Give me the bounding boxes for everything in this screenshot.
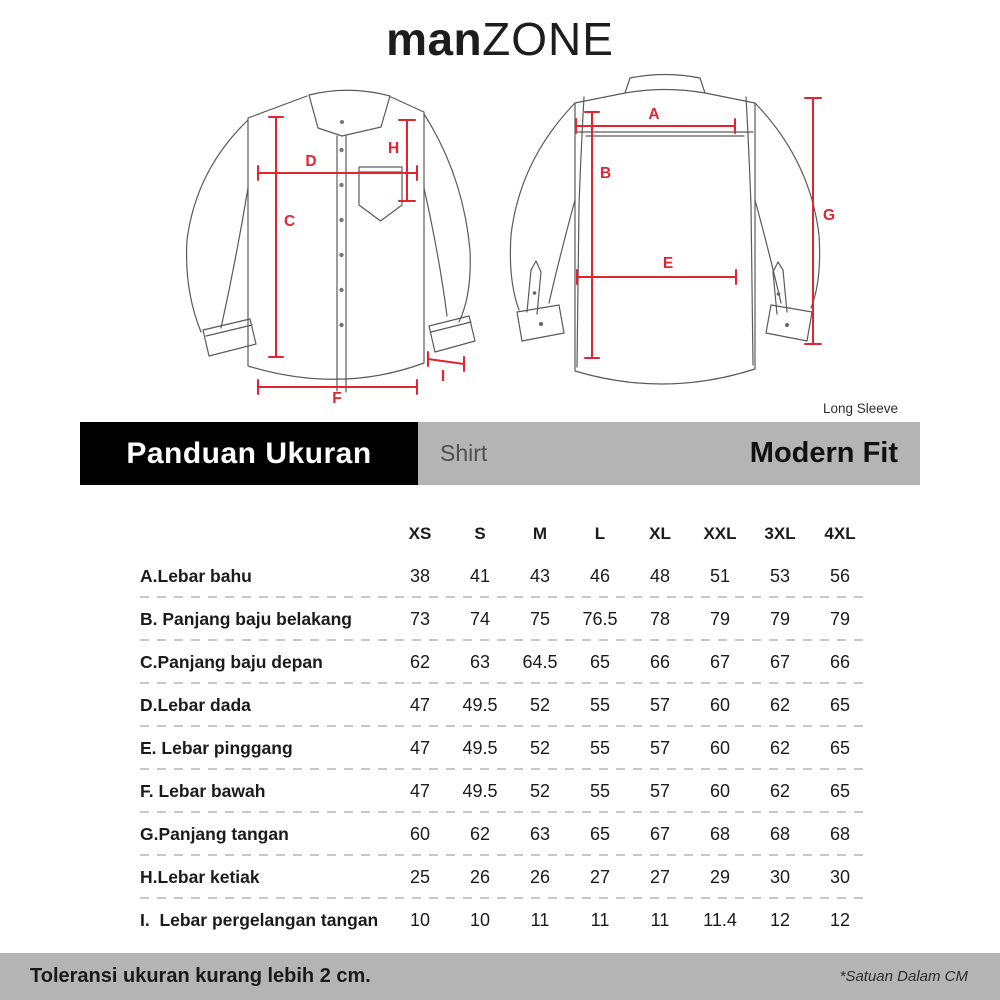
size-value: 46 [589, 566, 611, 586]
shirt-measurement-diagram [0, 0, 1000, 422]
table-row [140, 641, 870, 684]
size-value: 52 [529, 781, 551, 801]
measurement-label: G.Panjang tangan [140, 824, 289, 844]
size-value: 62 [769, 781, 791, 801]
size-value: 65 [829, 695, 851, 715]
size-value: 64.5 [522, 652, 558, 672]
back-shirt-outline [510, 75, 819, 385]
fit-label: Modern Fit [749, 437, 898, 469]
size-value: 12 [769, 910, 791, 930]
size-value: 11.4 [703, 910, 737, 930]
measurement-label: H.Lebar ketiak [140, 867, 260, 887]
measurement-label: F. Lebar bawah [140, 781, 266, 801]
measurement-label: I. Lebar pergelangan tangan [140, 910, 379, 930]
product-type-label: Shirt [440, 440, 488, 466]
size-value: 30 [769, 867, 791, 887]
measure-label-a: A [648, 106, 660, 123]
size-value: 62 [409, 652, 431, 672]
size-value: 65 [589, 824, 611, 844]
table-row [140, 770, 870, 813]
tolerance-note: Toleransi ukuran kurang lebih 2 cm. [30, 965, 371, 987]
title-bar-right [418, 422, 920, 485]
size-value: 55 [589, 781, 611, 801]
size-value: 67 [769, 652, 791, 672]
size-value: 10 [409, 910, 431, 930]
measurement-label: A.Lebar bahu [140, 566, 252, 586]
size-value: 53 [769, 566, 791, 586]
size-value: 49.5 [462, 781, 498, 801]
size-value: 55 [589, 695, 611, 715]
size-value: 55 [589, 738, 611, 758]
brand-logo-bold: man [386, 13, 483, 65]
size-value: 26 [529, 867, 551, 887]
brand-logo-light: ZONE [482, 13, 614, 65]
size-value: 27 [649, 867, 671, 887]
footer-bar [0, 953, 1000, 1000]
size-header-cell: S [474, 524, 486, 543]
size-header-cell: XXL [703, 524, 737, 543]
size-value: 73 [409, 609, 431, 629]
table-row [140, 684, 870, 727]
size-value: 52 [529, 738, 551, 758]
measurement-label: C.Panjang baju depan [140, 652, 323, 672]
size-value: 12 [829, 910, 851, 930]
size-value: 51 [709, 566, 731, 586]
measurement-lines [258, 98, 821, 394]
size-value: 47 [409, 738, 431, 758]
size-value: 47 [409, 695, 431, 715]
measure-label-g: G [823, 207, 836, 224]
unit-note: *Satuan Dalam CM [839, 968, 968, 985]
size-value: 25 [409, 867, 431, 887]
size-header-cell: XL [649, 524, 671, 543]
table-row [140, 598, 870, 641]
size-value: 11 [530, 910, 550, 930]
size-value: 79 [829, 609, 851, 629]
size-value: 10 [469, 910, 491, 930]
measurement-label: D.Lebar dada [140, 695, 251, 715]
size-value: 47 [409, 781, 431, 801]
size-value: 62 [769, 695, 791, 715]
size-value: 43 [529, 566, 551, 586]
size-table [140, 513, 870, 942]
measure-label-i: I [440, 368, 446, 385]
size-value: 65 [829, 781, 851, 801]
front-shirt-outline [187, 90, 475, 392]
size-value: 65 [589, 652, 611, 672]
table-row [140, 899, 870, 942]
measure-label-f: F [332, 390, 342, 407]
size-value: 57 [649, 695, 671, 715]
size-value: 52 [529, 695, 551, 715]
size-header-row [140, 513, 870, 555]
size-value: 65 [829, 738, 851, 758]
size-value: 63 [469, 652, 491, 672]
size-value: 68 [829, 824, 851, 844]
size-header-cell: XS [408, 524, 432, 543]
size-value: 48 [649, 566, 671, 586]
size-value: 62 [769, 738, 791, 758]
size-value: 66 [649, 652, 671, 672]
size-value: 68 [709, 824, 731, 844]
size-header-cell: M [532, 524, 548, 543]
size-value: 29 [709, 867, 731, 887]
table-row [140, 727, 870, 770]
size-value: 11 [650, 910, 670, 930]
size-value: 66 [829, 652, 851, 672]
size-table-body [140, 555, 870, 942]
table-row [140, 813, 870, 856]
size-value: 30 [829, 867, 851, 887]
size-value: 49.5 [462, 738, 498, 758]
table-row [140, 555, 870, 598]
measure-label-b: B [600, 165, 612, 182]
size-value: 49.5 [462, 695, 498, 715]
size-value: 11 [590, 910, 610, 930]
size-value: 57 [649, 781, 671, 801]
size-header-cell: L [594, 524, 606, 543]
size-value: 68 [769, 824, 791, 844]
measure-label-c: C [284, 213, 296, 230]
size-value: 27 [589, 867, 611, 887]
size-value: 79 [709, 609, 731, 629]
size-value: 75 [529, 609, 551, 629]
size-value: 67 [649, 824, 671, 844]
size-value: 60 [409, 824, 431, 844]
measurement-label: E. Lebar pinggang [140, 738, 293, 758]
title-bar [80, 422, 920, 485]
size-value: 76.5 [582, 609, 618, 629]
measure-label-e: E [662, 255, 674, 272]
size-guide-title: Panduan Ukuran [80, 422, 418, 485]
size-value: 38 [409, 566, 431, 586]
size-value: 41 [469, 566, 491, 586]
size-header-cell: 4XL [824, 524, 856, 543]
size-value: 74 [469, 609, 491, 629]
table-row [140, 856, 870, 899]
measure-label-h: H [388, 140, 400, 157]
size-value: 57 [649, 738, 671, 758]
size-value: 56 [829, 566, 851, 586]
size-header-cell: 3XL [764, 524, 796, 543]
sleeve-type-caption: Long Sleeve [822, 401, 898, 416]
size-value: 67 [709, 652, 731, 672]
measurement-label: B. Panjang baju belakang [140, 609, 352, 629]
size-value: 62 [469, 824, 491, 844]
size-value: 60 [709, 695, 731, 715]
size-value: 60 [709, 738, 731, 758]
size-value: 60 [709, 781, 731, 801]
size-value: 26 [469, 867, 491, 887]
size-value: 78 [649, 609, 671, 629]
size-value: 79 [769, 609, 791, 629]
size-value: 63 [529, 824, 551, 844]
measure-label-d: D [305, 153, 317, 170]
